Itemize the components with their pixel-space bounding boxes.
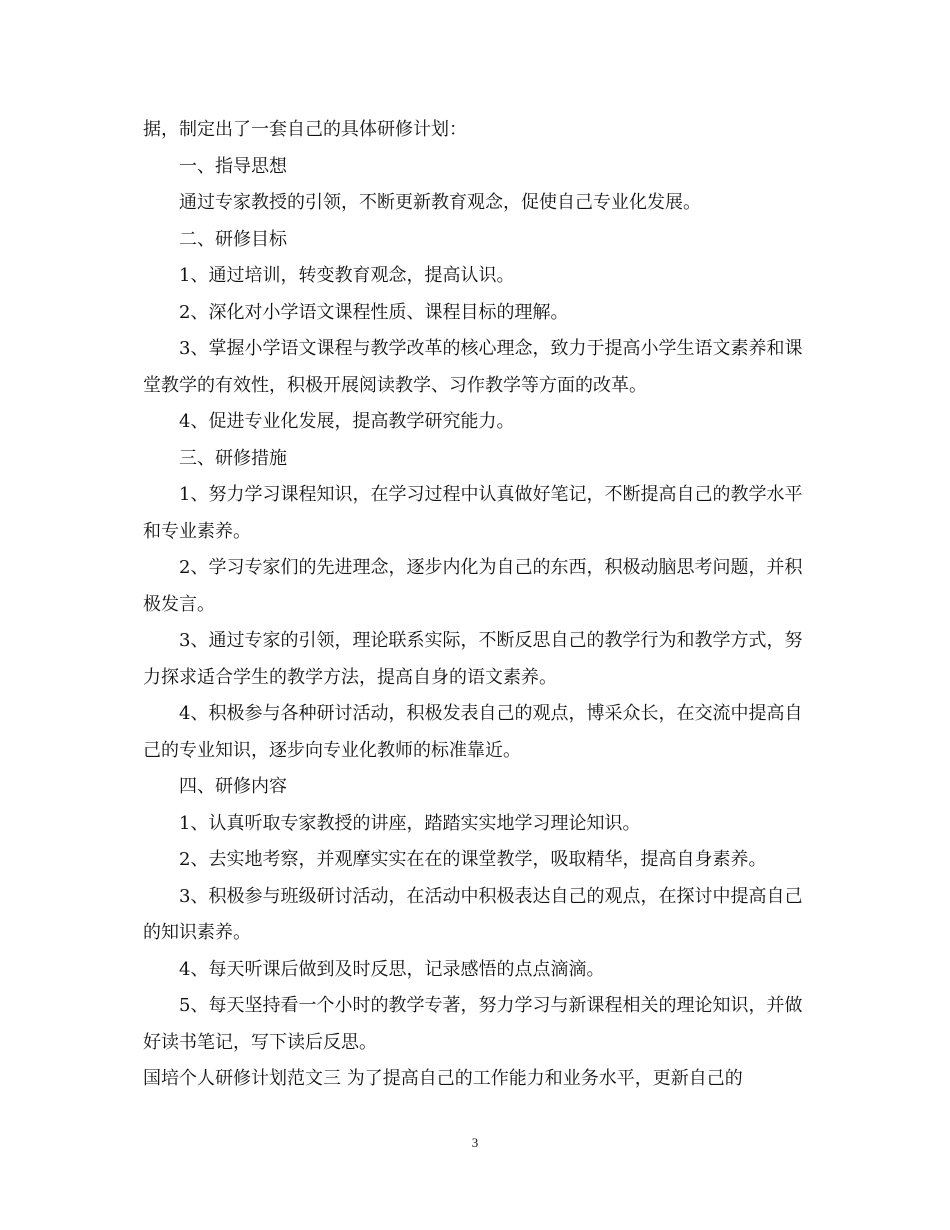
list-item: 2、学习专家们的先进理念，逐步内化为自己的东西，积极动脑思考问题，并积极发言。 — [143, 557, 803, 615]
document-body — [143, 112, 808, 1098]
list-item: 4、促进专业化发展，提高教学研究能力。 — [179, 411, 515, 432]
paragraph: 据，制定出了一套自己的具体研修计划： — [143, 119, 467, 140]
list-item: 3、掌握小学语文课程与教学改革的核心理念，致力于提高小学生语文素养和课堂教学的有效性，积极开展阅读教学、习作教学等方面的改革。 — [143, 338, 803, 396]
section-heading: 四、研修内容 — [179, 776, 287, 797]
paragraph: 通过专家教授的引领，不断更新教育观念，促使自己专业化发展。 — [179, 192, 701, 213]
section-heading: 三、研修措施 — [179, 447, 287, 469]
list-item: 2、去实地考察，并观摩实实在在的课堂教学，吸取精华，提高自身素养。 — [179, 849, 767, 870]
list-item: 1、通过培训，转变教育观念，提高认识。 — [179, 265, 515, 286]
list-item: 2、深化对小学语文课程性质、课程目标的理解。 — [179, 301, 569, 323]
next-section-line: 国培个人研修计划范文三 为了提高自己的工作能力和业务水平，更新自己的 — [143, 1068, 743, 1089]
list-item: 1、认真听取专家教授的讲座，踏踏实实地学习理论知识。 — [179, 812, 641, 834]
list-item: 4、积极参与各种研讨活动，积极发表自己的观点，博采众长，在交流中提高自己的专业知识，逐步向专业化教师的标准靠近。 — [143, 703, 803, 761]
page-number: 3 — [471, 1135, 479, 1150]
section-heading: 一、指导思想 — [179, 155, 287, 177]
list-item: 5、每天坚持看一个小时的教学专著，努力学习与新课程相关的理论知识，并做好读书笔记，写下读后反思。 — [143, 995, 803, 1053]
list-item: 4、每天听课后做到及时反思，记录感悟的点点滴滴。 — [179, 958, 605, 980]
list-item: 1、努力学习课程知识，在学习过程中认真做好笔记，不断提高自己的教学水平和专业素养。 — [143, 484, 803, 542]
list-item: 3、通过专家的引领，理论联系实际，不断反思自己的教学行为和教学方式，努力探求适合学生的教学方法，提高自身的语文素养。 — [143, 630, 803, 688]
list-item: 3、积极参与班级研讨活动，在活动中积极表达自己的观点，在探讨中提高自己的知识素养。 — [143, 885, 803, 943]
section-heading: 二、研修目标 — [179, 228, 287, 250]
